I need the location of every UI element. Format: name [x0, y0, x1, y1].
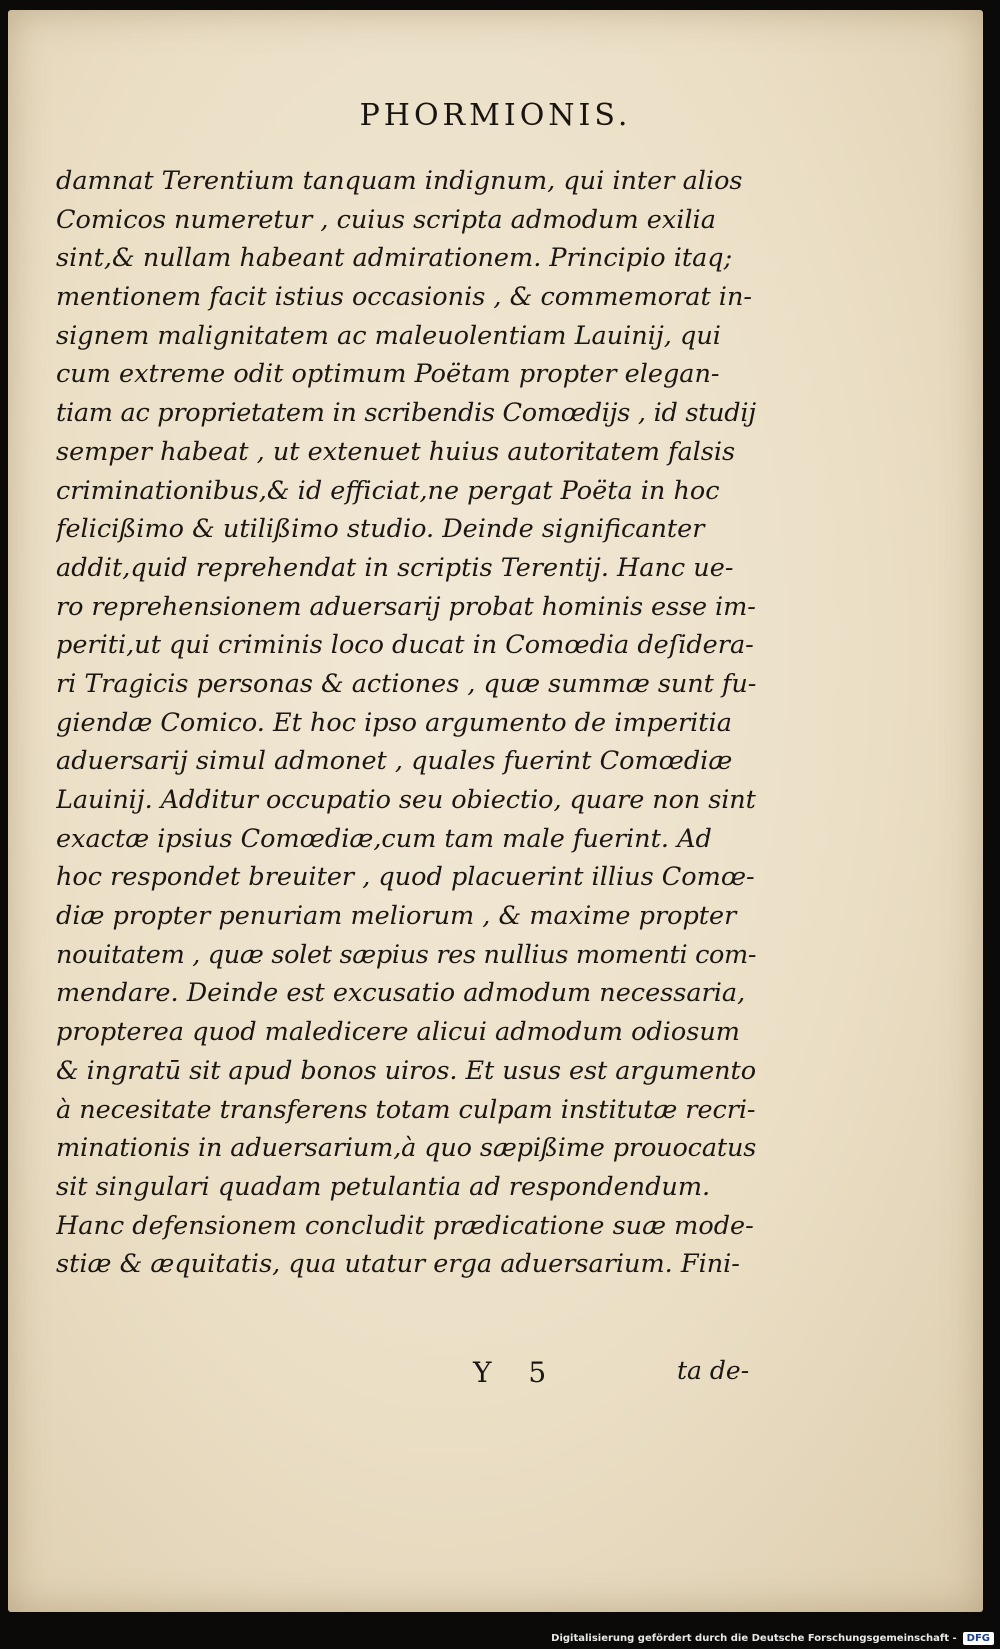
text-line: cum extreme odit optimum Poëtam propter elegan-	[56, 359, 720, 390]
text-line: minationis in aduersarium,à quo sæpißime prouocatus	[56, 1133, 756, 1164]
text-line: stiæ & æquitatis, qua utatur erga aduersarium. Fini-	[56, 1249, 740, 1280]
signature-mark: Y 5	[473, 1356, 561, 1389]
text-line: damnat Terentium tanquam indignum, qui inter alios	[56, 166, 743, 196]
text-line: addit,quid reprehendat in scriptis Terentij. Hanc ue-	[56, 552, 734, 583]
text-line: sit singulari quadam petulantia ad respondendum.	[56, 1171, 711, 1202]
dfg-logo: DFG	[963, 1632, 994, 1645]
text-line: criminationibus,& id efficiat,ne pergat Poëta in hoc	[56, 475, 720, 506]
text-line: periti,ut qui criminis loco ducat in Comœdia deſidera-	[56, 630, 754, 661]
book-page	[8, 10, 983, 1612]
running-head: PHORMIONIS.	[359, 98, 632, 133]
text-line: Comicos numeretur , cuius scripta admodum exilia	[56, 204, 716, 235]
text-line: signem malignitatem ac maleuolentiam Lauinij, qui	[56, 320, 721, 351]
catchword: ta de-	[677, 1356, 750, 1385]
text-line: hoc respondet breuiter , quod placuerint illius Comœ-	[56, 862, 755, 893]
text-line: Lauinij. Additur occupatio seu obiectio, quare non sint	[56, 785, 756, 815]
text-line: ri Tragicis personas & actiones , quæ summæ sunt fu-	[56, 668, 756, 699]
text-line: mentionem facit istius occasionis , & commemorat in-	[56, 282, 752, 313]
text-line: à necesitate transferens totam culpam institutæ recri-	[56, 1094, 756, 1125]
text-line: semper habeat , ut extenuet huius autoritatem falsis	[56, 436, 736, 467]
text-line: aduersarij simul admonet , quales fuerint Comœdiæ	[56, 746, 733, 777]
text-line: felicißimo & utilißimo studio. Deinde significanter	[56, 514, 705, 545]
text-line: Hanc defensionem concludit prædicatione suæ mode-	[56, 1210, 754, 1241]
text-line: propterea quod maledicere alicui admodum odiosum	[56, 1017, 740, 1048]
text-line: nouitatem , quæ solet sæpius res nullius momenti com-	[56, 939, 756, 970]
text-line: ro reprehensionem aduersarij probat hominis esse im-	[56, 591, 756, 622]
credit-text: Digitalisierung gefördert durch die Deutsche Forschungsgemeinschaft -	[551, 1632, 957, 1644]
body-text	[56, 162, 756, 1284]
text-line: diæ propter penuriam meliorum , & maxime propter	[56, 901, 737, 932]
text-line: sint,& nullam habeant admirationem. Principio itaq;	[56, 243, 733, 274]
text-line: giendæ Comico. Et hoc ipso argumento de imperitia	[56, 707, 732, 738]
text-line: tiam ac proprietatem in scribendis Comœdijs , id studij	[56, 398, 756, 429]
text-line: exactæ ipsius Comœdiæ,cum tam male fuerint. Ad	[56, 823, 712, 854]
digitization-credit	[551, 1627, 1000, 1649]
text-line: & ingratū sit apud bonos uiros. Et usus est argumento	[56, 1055, 756, 1086]
text-line: mendare. Deinde est excusatio admodum necessaria,	[56, 978, 746, 1009]
